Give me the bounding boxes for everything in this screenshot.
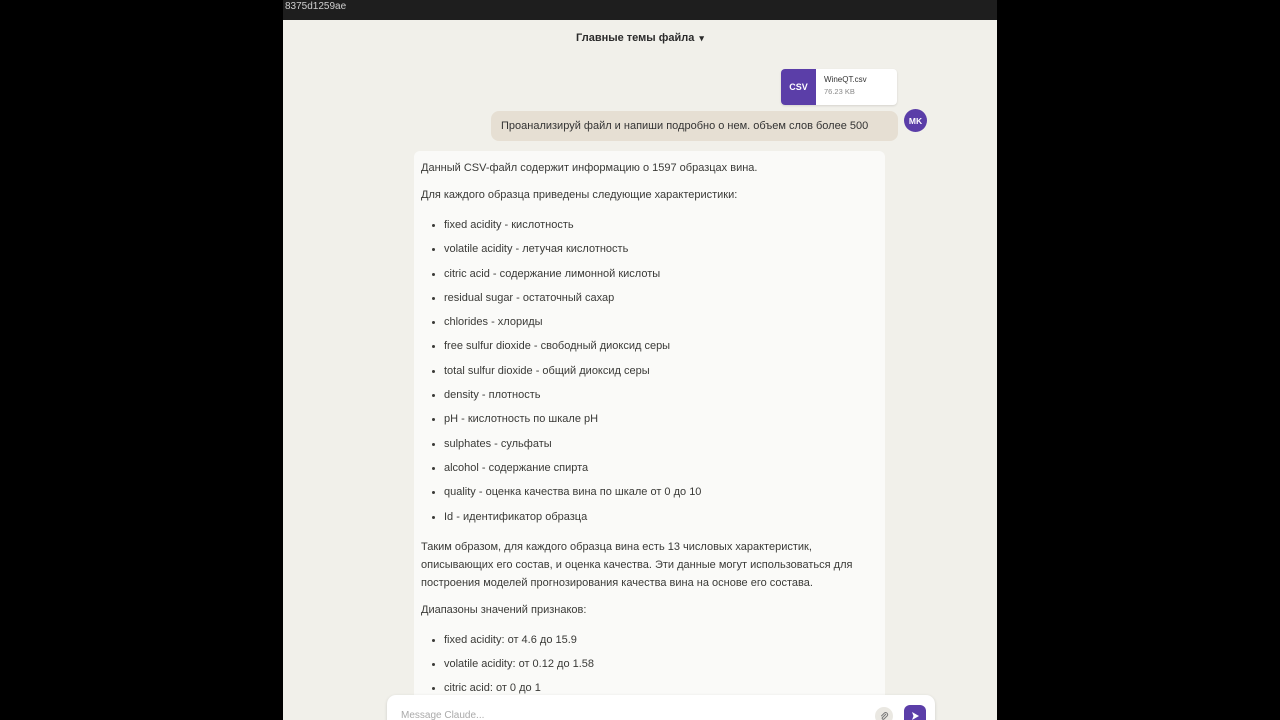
list-item: • citric acid: от 0 до 1 [444, 676, 877, 700]
window-title-fragment: 8375d1259ae [285, 1, 347, 12]
response-summary: Таким образом, для каждого образца вина есть 13 числовых характеристик, описывающих его состав, и оценка качества. Эти данные могут использоваться для построения моделей прогнозирования качества вина на основе его состава. [421, 540, 853, 589]
list-item: • total sulfur dioxide - общий диоксид серы [444, 359, 877, 383]
list-item: • residual sugar - остаточный сахар [444, 286, 877, 310]
list-item: • sulphates - сульфаты [444, 432, 877, 456]
message-composer[interactable] [387, 695, 935, 720]
feature-list [421, 213, 877, 529]
attachment-name: WineQT.csv [824, 75, 867, 84]
list-item: • fixed acidity: от 4.6 до 15.9 [444, 628, 877, 652]
list-item: • volatile acidity: от 0.12 до 1.58 [444, 652, 877, 676]
chat-title: Главные темы файла [576, 32, 695, 44]
list-item: • quality - оценка качества вина по шкале от 0 до 10 [444, 480, 877, 504]
list-item: • fixed acidity - кислотность [444, 213, 877, 237]
list-item: • volatile acidity - летучая кислотность [444, 237, 877, 261]
chat-title-dropdown[interactable] [283, 32, 997, 44]
response-list-intro: Для каждого образца приведены следующие характеристики: [421, 189, 738, 201]
avatar[interactable]: MK [904, 109, 927, 132]
list-item: • chlorides - хлориды [444, 310, 877, 334]
attachment-card[interactable] [781, 69, 897, 105]
ranges-list [421, 628, 877, 701]
chevron-down-icon: ▾ [699, 33, 704, 43]
send-arrow-icon[interactable] [904, 705, 926, 720]
response-ranges-intro: Диапазоны значений признаков: [421, 603, 587, 616]
csv-file-icon: CSV [781, 69, 816, 105]
response-intro: Данный CSV-файл содержит информацию о 1597 образцах вина. [421, 162, 758, 174]
list-item: • density - плотность [444, 383, 877, 407]
attachment-size: 76.23 KB [824, 87, 855, 96]
list-item: • alcohol - содержание спирта [444, 456, 877, 480]
list-item: • free sulfur dioxide - свободный диоксид серы [444, 334, 877, 358]
composer-placeholder[interactable]: Message Claude... [401, 710, 485, 720]
window-title-bar [283, 0, 997, 20]
user-message: Проанализируй файл и напиши подробно о нем. объем слов более 500 [491, 111, 898, 141]
list-item: • citric acid - содержание лимонной кислоты [444, 262, 877, 286]
assistant-message [414, 151, 885, 720]
paperclip-icon[interactable] [875, 707, 893, 720]
attachment-info [816, 69, 867, 105]
list-item: • pH - кислотность по шкале pH [444, 407, 877, 431]
chat-app [283, 20, 997, 720]
list-item: • Id - идентификатор образца [444, 505, 877, 529]
